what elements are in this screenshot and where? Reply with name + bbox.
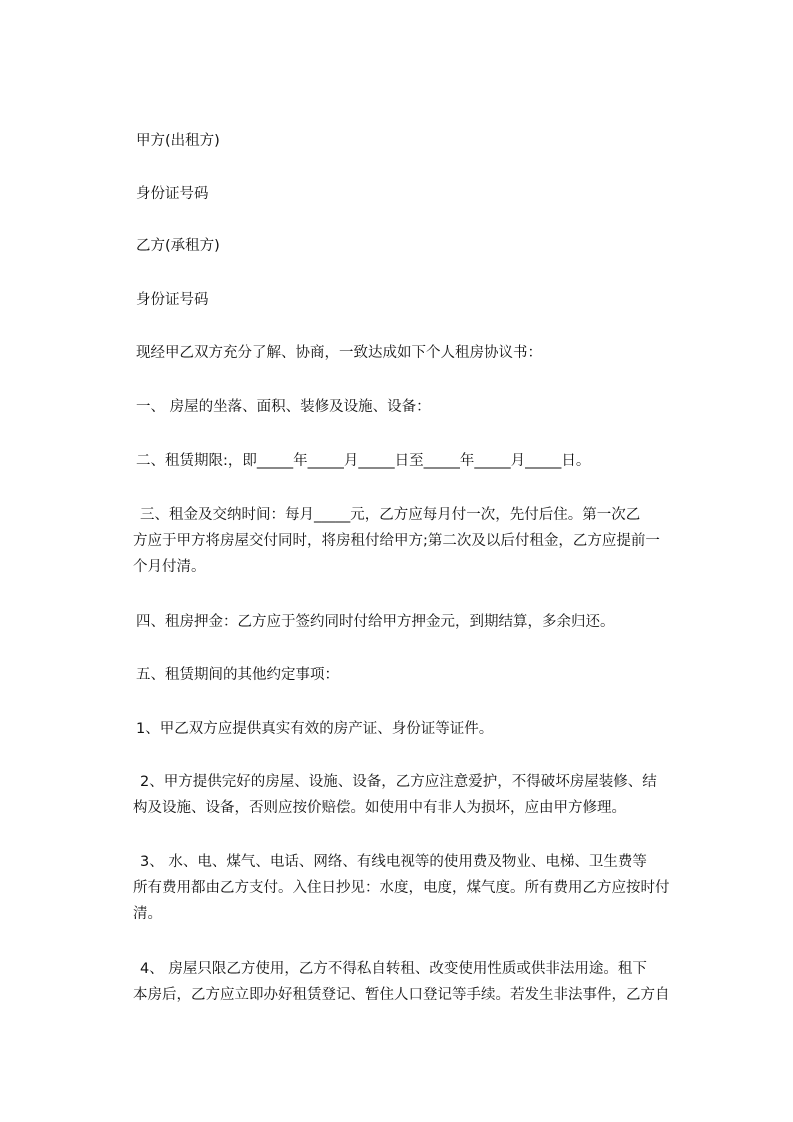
clause-3-line-3: 个月付清。 [133,559,206,575]
party-b-id-label: 身份证号码 [136,292,209,308]
party-a-label: 甲方(出租方) [136,133,220,149]
clause-5: 五、租赁期间的其他约定事项： [136,667,339,683]
item-1: 1、甲乙双方应提供真实有效的房产证、身份证等证件。 [136,721,494,737]
item-2 [133,769,714,821]
item-4-line-1: 4、 房屋只限乙方使用，乙方不得私自转租、改变使用性质或供非法用途。租下 [140,961,647,977]
item-4-line-2: 本房后，乙方应立即办好租赁登记、暂住人口登记等手续。若发生非法事件，乙方自 [133,987,670,1003]
party-b-label: 乙方(承租方) [136,238,220,254]
item-2-line-1: 2、甲方提供完好的房屋、设施、设备，乙方应注意爱护，不得破坏房屋装修、结 [140,774,657,790]
item-3 [133,849,714,927]
clause-3-line-1: 三、租金及交纳时间：每月_____元，乙方应每月付一次，先付后住。第一次乙 [140,507,641,523]
clause-2: 二、租赁期限:，即_____年_____月_____日至_____年_____月_____日。 [136,453,591,469]
item-3-line-1: 3、 水、电、煤气、电话、网络、有线电视等的使用费及物业、电梯、卫生费等 [140,854,647,870]
intro-paragraph: 现经甲乙双方充分了解、协商，一致达成如下个人租房协议书： [136,345,542,361]
clause-4: 四、租房押金：乙方应于签约同时付给甲方押金元，到期结算，多余归还。 [136,614,615,630]
item-2-line-2: 构及设施、设备，否则应按价赔偿。如使用中有非人为损坏，应由甲方修理。 [133,800,626,816]
item-3-line-3: 清。 [133,906,162,922]
item-3-line-2: 所有费用都由乙方支付。入住日抄见：水度，电度，煤气度。所有费用乙方应按时付 [133,880,670,896]
clause-3-line-2: 方应于甲方将房屋交付同时，将房租付给甲方;第二次及以后付租金，乙方应提前一 [133,533,660,549]
item-4 [133,956,714,1008]
party-a-id-label: 身份证号码 [136,186,209,202]
clause-1: 一、 房屋的坐落、面积、装修及设施、设备： [136,399,431,415]
clause-3 [133,502,714,580]
